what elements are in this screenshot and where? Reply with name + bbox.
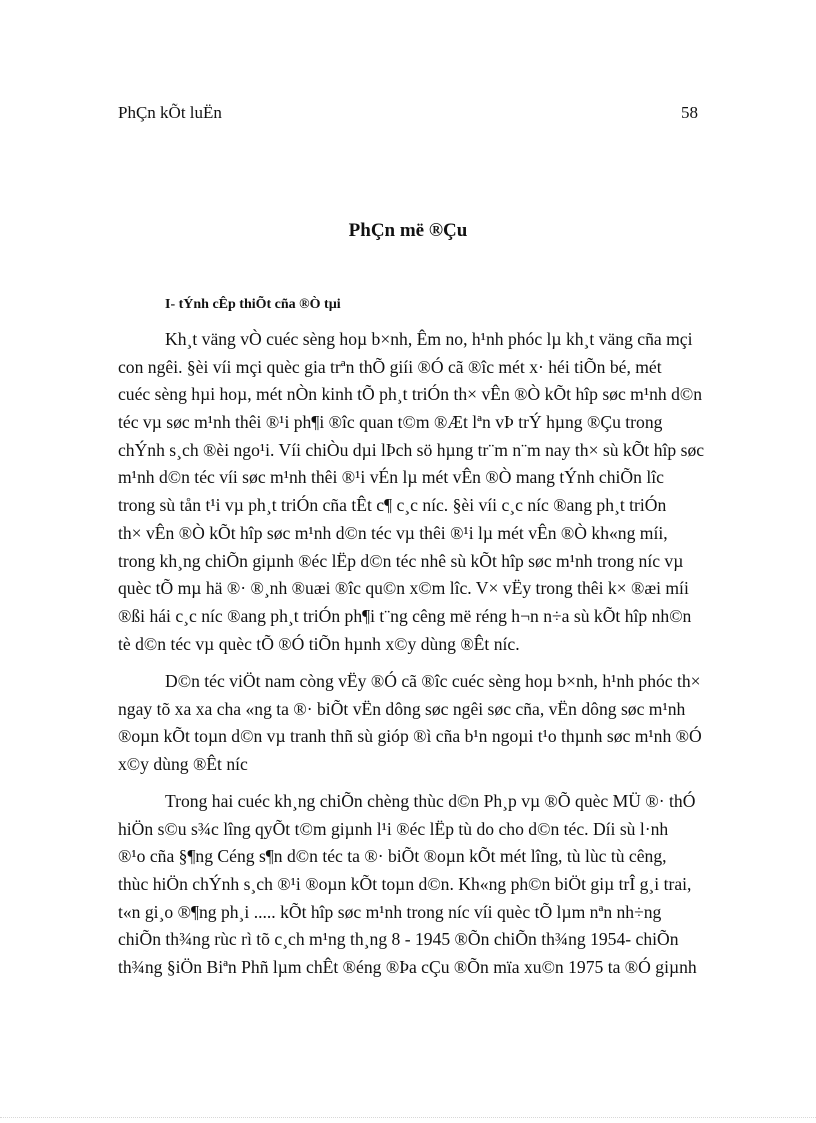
page-number: 58 <box>681 103 698 122</box>
text-line: ngay tõ xa xa cha «ng ta ®· biÕt vËn dông søc ngêi søc cña, vËn dông søc m¹nh <box>118 698 686 719</box>
text-line: trong sù tån t¹i vµ ph¸t triÓn cña tÊt c¶ c¸c níc. §èi víi c¸c níc ®ang ph¸t triÓn <box>118 495 667 516</box>
text-line: ®ßi hái c¸c níc ®ang ph¸t triÓn ph¶i t¨ng cêng më réng h¬n n÷a sù kÕt hîp nh©n <box>118 605 692 626</box>
paragraph-1 <box>118 326 758 658</box>
text-line: thùc hiÖn chÝnh s¸ch ®¹i ®oµn kÕt toµn d©n. Kh«ng ph©n biÖt giµ trÎ g¸i trai, <box>118 874 692 895</box>
text-line: cuéc sèng hµi hoµ, mét nÒn kinh tÕ ph¸t triÓn th× vÊn ®Ò kÕt hîp søc m¹nh d©n <box>118 384 703 405</box>
running-header-title: PhÇn kÕt luËn <box>118 103 222 122</box>
text-line: ®oµn kÕt toµn d©n vµ tranh thñ sù gióp ®ì cña b¹n ngoµi t¹o thµnh søc m¹nh ®Ó <box>118 726 702 747</box>
text-line: th¾ng §iÖn Biªn Phñ lµm chÊt ®éng ®Þa cÇu ®Õn mïa xu©n 1975 ta ®Ó giµnh <box>118 957 697 978</box>
text-line: quèc tÕ mµ hä ®· ®¸nh ®uæi ®îc qu©n x©m lîc. V× vËy trong thêi k× ®æi míi <box>118 578 689 599</box>
subheading: I- tÝnh cÊp thiÕt cña ®Ò tµi <box>165 297 341 312</box>
text-line: D©n téc viÖt nam còng vËy ®Ó cã ®îc cuéc sèng hoµ b×nh, h¹nh phóc th× <box>165 671 701 691</box>
paragraph-3 <box>118 788 758 982</box>
text-line: th× vÊn ®Ò kÕt hîp søc m¹nh d©n téc vµ thêi ®¹i lµ mét vÊn ®Ò kh«ng míi, <box>118 522 668 543</box>
text-line: con ngêi. §èi víi mçi quèc gia trªn thÕ giíi ®Ó cã ®îc mét x· héi tiÕn bé, mét <box>118 356 662 377</box>
text-line: hiÖn s©u s¾c lîng qyÕt t©m giµnh l¹i ®éc lËp tù do cho d©n téc. Díi sù l·nh <box>118 818 669 839</box>
section-title: PhÇn më ®Çu <box>348 220 468 241</box>
text-line: Trong hai cuéc kh¸ng chiÕn chèng thùc d©n Ph¸p vµ ®Õ quèc MÜ ®· thÓ <box>165 791 696 811</box>
text-line: m¹nh d©n téc víi søc m¹nh thêi ®¹i vÉn lµ mét vÊn ®Ò mang tÝnh chiÕn lîc <box>118 467 664 488</box>
text-line: Kh¸t väng vÒ cuéc sèng hoµ b×nh, Êm no, h¹nh phóc lµ kh¸t väng cña mçi <box>165 329 693 349</box>
paragraph-2 <box>118 668 758 779</box>
page-header <box>118 103 698 125</box>
text-line: t«n gi¸o ®¶ng ph¸i ..... kÕt hîp søc m¹nh trong níc víi quèc tÕ lµm nªn nh÷ng <box>118 901 662 922</box>
text-line: tè d©n téc vµ quèc tÕ ®Ó tiÕn hµnh x©y dùng ®Êt níc. <box>118 633 520 654</box>
text-line: téc vµ søc m¹nh thêi ®¹i ph¶i ®îc quan t©m ®Æt lªn vÞ trÝ hµng ®Çu trong <box>118 412 663 433</box>
text-line: chiÕn th¾ng rùc rì tõ c¸ch m¹ng th¸ng 8 - 1945 ®Õn chiÕn th¾ng 1954- chiÕn <box>118 929 679 950</box>
text-line: chÝnh s¸ch ®èi ngo¹i. Víi chiÒu dµi lÞch sö hµng tr¨m n¨m nay th× sù kÕt hîp søc <box>118 439 705 460</box>
page-edge-divider <box>0 1117 816 1118</box>
text-line: x©y dùng ®Êt níc <box>118 754 248 775</box>
text-line: trong kh¸ng chiÕn giµnh ®éc lËp d©n téc nhê sù kÕt hîp søc m¹nh trong níc vµ <box>118 550 684 571</box>
text-line: ®¹o cña §¶ng Céng s¶n d©n téc ta ®· biÕt ®oµn kÕt mét lîng, tù lùc tù cêng, <box>118 846 667 867</box>
